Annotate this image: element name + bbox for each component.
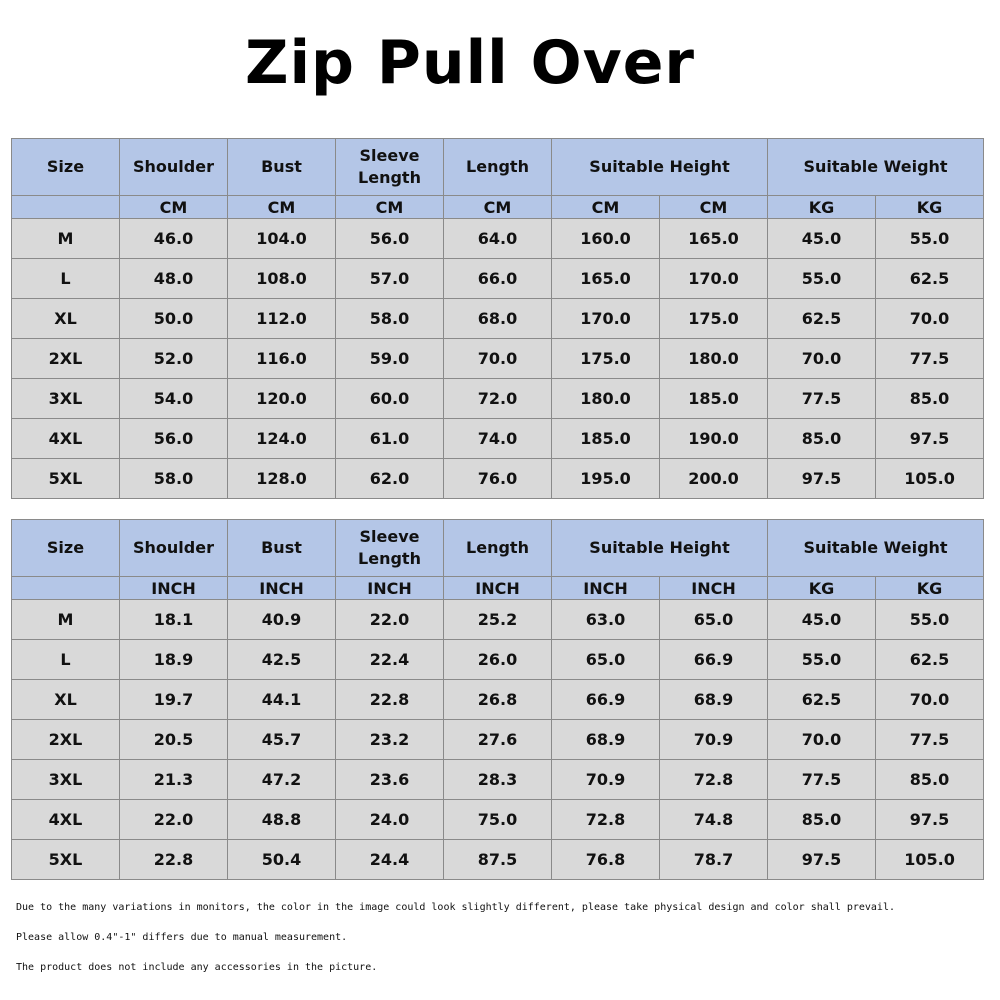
table-cell: 22.4 [336, 640, 444, 680]
table-cell: 20.5 [120, 720, 228, 760]
unit-cell: INCH [444, 577, 552, 600]
header-length: Length [444, 520, 552, 577]
table-row [12, 760, 984, 800]
table-cell: 77.5 [876, 720, 984, 760]
table-row [12, 640, 984, 680]
table-cell: 62.5 [768, 680, 876, 720]
table-cell: 64.0 [444, 219, 552, 259]
table-cell: 120.0 [228, 379, 336, 419]
table-cell: 105.0 [876, 459, 984, 499]
table-row [12, 800, 984, 840]
table-cell: 195.0 [552, 459, 660, 499]
table-cell: 175.0 [552, 339, 660, 379]
table-cell: 25.2 [444, 600, 552, 640]
table-cell: 46.0 [120, 219, 228, 259]
size-label-cell: 5XL [12, 459, 120, 499]
unit-cell: CM [552, 196, 660, 219]
size-label-cell: 3XL [12, 379, 120, 419]
table-cell: 50.0 [120, 299, 228, 339]
table-cell: 77.5 [768, 760, 876, 800]
table-cell: 22.8 [336, 680, 444, 720]
table-cell: 104.0 [228, 219, 336, 259]
table-cell: 45.7 [228, 720, 336, 760]
unit-cell: CM [336, 196, 444, 219]
header-shoulder: Shoulder [120, 139, 228, 196]
unit-row [12, 577, 984, 600]
table-row [12, 840, 984, 880]
table-cell: 50.4 [228, 840, 336, 880]
size-label-cell: 4XL [12, 800, 120, 840]
table-cell: 55.0 [768, 640, 876, 680]
table-cell: 70.0 [876, 680, 984, 720]
size-label-cell: L [12, 640, 120, 680]
table-cell: 55.0 [876, 600, 984, 640]
unit-cell: INCH [228, 577, 336, 600]
table-cell: 23.6 [336, 760, 444, 800]
table-cell: 58.0 [120, 459, 228, 499]
unit-cell: KG [876, 577, 984, 600]
table-cell: 108.0 [228, 259, 336, 299]
table-cell: 185.0 [552, 419, 660, 459]
page-title: Zip Pull Over [244, 28, 696, 98]
table-cell: 65.0 [552, 640, 660, 680]
size-label-cell: 3XL [12, 760, 120, 800]
unit-cell: INCH [120, 577, 228, 600]
table-row [12, 379, 984, 419]
table-cell: 62.5 [876, 640, 984, 680]
header-bust: Bust [228, 139, 336, 196]
size-label-cell: L [12, 259, 120, 299]
table-cell: 170.0 [660, 259, 768, 299]
table-cell: 22.0 [336, 600, 444, 640]
table-cell: 68.0 [444, 299, 552, 339]
size-table-cm [11, 138, 984, 499]
table-cell: 61.0 [336, 419, 444, 459]
table-cell: 165.0 [552, 259, 660, 299]
table-cell: 180.0 [552, 379, 660, 419]
table-cell: 70.0 [768, 720, 876, 760]
unit-cell: INCH [552, 577, 660, 600]
header-sleeve-length: Sleeve Length [336, 139, 444, 196]
table-cell: 68.9 [552, 720, 660, 760]
table-cell: 52.0 [120, 339, 228, 379]
table-cell: 19.7 [120, 680, 228, 720]
table-cell: 27.6 [444, 720, 552, 760]
table-cell: 97.5 [768, 840, 876, 880]
table-row [12, 339, 984, 379]
table-cell: 63.0 [552, 600, 660, 640]
header-suitable-height: Suitable Height [552, 139, 768, 196]
unit-cell: KG [768, 196, 876, 219]
table-cell: 22.0 [120, 800, 228, 840]
table-cell: 48.0 [120, 259, 228, 299]
size-label-cell: M [12, 219, 120, 259]
header-size: Size [12, 139, 120, 196]
table-cell: 185.0 [660, 379, 768, 419]
table-cell: 65.0 [660, 600, 768, 640]
table-cell: 75.0 [444, 800, 552, 840]
table-cell: 85.0 [876, 760, 984, 800]
size-label-cell: XL [12, 680, 120, 720]
size-label-cell: 4XL [12, 419, 120, 459]
header-sleeve-length: Sleeve Length [336, 520, 444, 577]
unit-row [12, 196, 984, 219]
header-shoulder: Shoulder [120, 520, 228, 577]
table-cell: 57.0 [336, 259, 444, 299]
table-cell: 54.0 [120, 379, 228, 419]
table-cell: 85.0 [876, 379, 984, 419]
header-suitable-weight: Suitable Weight [768, 139, 984, 196]
table-cell: 70.0 [876, 299, 984, 339]
table-cell: 62.5 [768, 299, 876, 339]
table-cell: 87.5 [444, 840, 552, 880]
table-cell: 18.9 [120, 640, 228, 680]
header-size: Size [12, 520, 120, 577]
table-cell: 165.0 [660, 219, 768, 259]
size-label-cell: 5XL [12, 840, 120, 880]
table-cell: 72.0 [444, 379, 552, 419]
table-cell: 68.9 [660, 680, 768, 720]
table-cell: 59.0 [336, 339, 444, 379]
table-cell: 76.0 [444, 459, 552, 499]
table-cell: 190.0 [660, 419, 768, 459]
header-suitable-height: Suitable Height [552, 520, 768, 577]
table-cell: 70.0 [444, 339, 552, 379]
table-row [12, 459, 984, 499]
table-cell: 72.8 [552, 800, 660, 840]
unit-cell: CM [444, 196, 552, 219]
table-row [12, 259, 984, 299]
table-cell: 97.5 [876, 419, 984, 459]
table-row [12, 299, 984, 339]
note-accessories: The product does not include any accessories in the picture. [16, 962, 378, 973]
table-cell: 70.0 [768, 339, 876, 379]
unit-cell: INCH [336, 577, 444, 600]
table-cell: 47.2 [228, 760, 336, 800]
table-cell: 24.4 [336, 840, 444, 880]
table-cell: 26.0 [444, 640, 552, 680]
size-table-inch [11, 519, 984, 880]
header-row [12, 520, 984, 577]
table-cell: 66.9 [660, 640, 768, 680]
table-row [12, 680, 984, 720]
table-cell: 66.0 [444, 259, 552, 299]
table-cell: 62.5 [876, 259, 984, 299]
table-row [12, 419, 984, 459]
table-cell: 55.0 [768, 259, 876, 299]
unit-cell-empty [12, 577, 120, 600]
unit-cell: CM [120, 196, 228, 219]
table-cell: 105.0 [876, 840, 984, 880]
table-cell: 24.0 [336, 800, 444, 840]
header-bust: Bust [228, 520, 336, 577]
unit-cell: INCH [660, 577, 768, 600]
table-cell: 170.0 [552, 299, 660, 339]
table-cell: 76.8 [552, 840, 660, 880]
table-cell: 74.8 [660, 800, 768, 840]
header-length: Length [444, 139, 552, 196]
table-cell: 70.9 [660, 720, 768, 760]
table-row [12, 720, 984, 760]
table-cell: 44.1 [228, 680, 336, 720]
table-cell: 72.8 [660, 760, 768, 800]
header-row [12, 139, 984, 196]
size-label-cell: 2XL [12, 720, 120, 760]
notes [16, 900, 895, 990]
table-cell: 124.0 [228, 419, 336, 459]
size-label-cell: 2XL [12, 339, 120, 379]
table-cell: 56.0 [120, 419, 228, 459]
table-cell: 58.0 [336, 299, 444, 339]
table-cell: 77.5 [768, 379, 876, 419]
table-cell: 22.8 [120, 840, 228, 880]
table-cell: 28.3 [444, 760, 552, 800]
header-suitable-weight: Suitable Weight [768, 520, 984, 577]
table-cell: 78.7 [660, 840, 768, 880]
table-cell: 97.5 [876, 800, 984, 840]
table-cell: 116.0 [228, 339, 336, 379]
table-cell: 18.1 [120, 600, 228, 640]
table-cell: 66.9 [552, 680, 660, 720]
note-measurement: Please allow 0.4"-1" differs due to manual measurement. [16, 932, 348, 943]
table-cell: 112.0 [228, 299, 336, 339]
unit-cell-empty [12, 196, 120, 219]
table-cell: 60.0 [336, 379, 444, 419]
unit-cell: CM [228, 196, 336, 219]
table-cell: 26.8 [444, 680, 552, 720]
table-cell: 85.0 [768, 419, 876, 459]
table-cell: 45.0 [768, 219, 876, 259]
table-cell: 180.0 [660, 339, 768, 379]
table-cell: 56.0 [336, 219, 444, 259]
table-row [12, 219, 984, 259]
size-label-cell: XL [12, 299, 120, 339]
table-cell: 77.5 [876, 339, 984, 379]
table-cell: 23.2 [336, 720, 444, 760]
table-row [12, 600, 984, 640]
table-cell: 85.0 [768, 800, 876, 840]
table-cell: 62.0 [336, 459, 444, 499]
table-cell: 70.9 [552, 760, 660, 800]
table-cell: 42.5 [228, 640, 336, 680]
table-cell: 45.0 [768, 600, 876, 640]
unit-cell: CM [660, 196, 768, 219]
table-cell: 55.0 [876, 219, 984, 259]
table-cell: 160.0 [552, 219, 660, 259]
size-label-cell: M [12, 600, 120, 640]
table-cell: 200.0 [660, 459, 768, 499]
table-cell: 48.8 [228, 800, 336, 840]
note-color: Due to the many variations in monitors, the color in the image could look slightly different, please take physical design and color shall prevail. [16, 902, 895, 913]
unit-cell: KG [768, 577, 876, 600]
table-cell: 175.0 [660, 299, 768, 339]
table-cell: 21.3 [120, 760, 228, 800]
table-cell: 40.9 [228, 600, 336, 640]
table-cell: 128.0 [228, 459, 336, 499]
table-cell: 74.0 [444, 419, 552, 459]
unit-cell: KG [876, 196, 984, 219]
table-cell: 97.5 [768, 459, 876, 499]
